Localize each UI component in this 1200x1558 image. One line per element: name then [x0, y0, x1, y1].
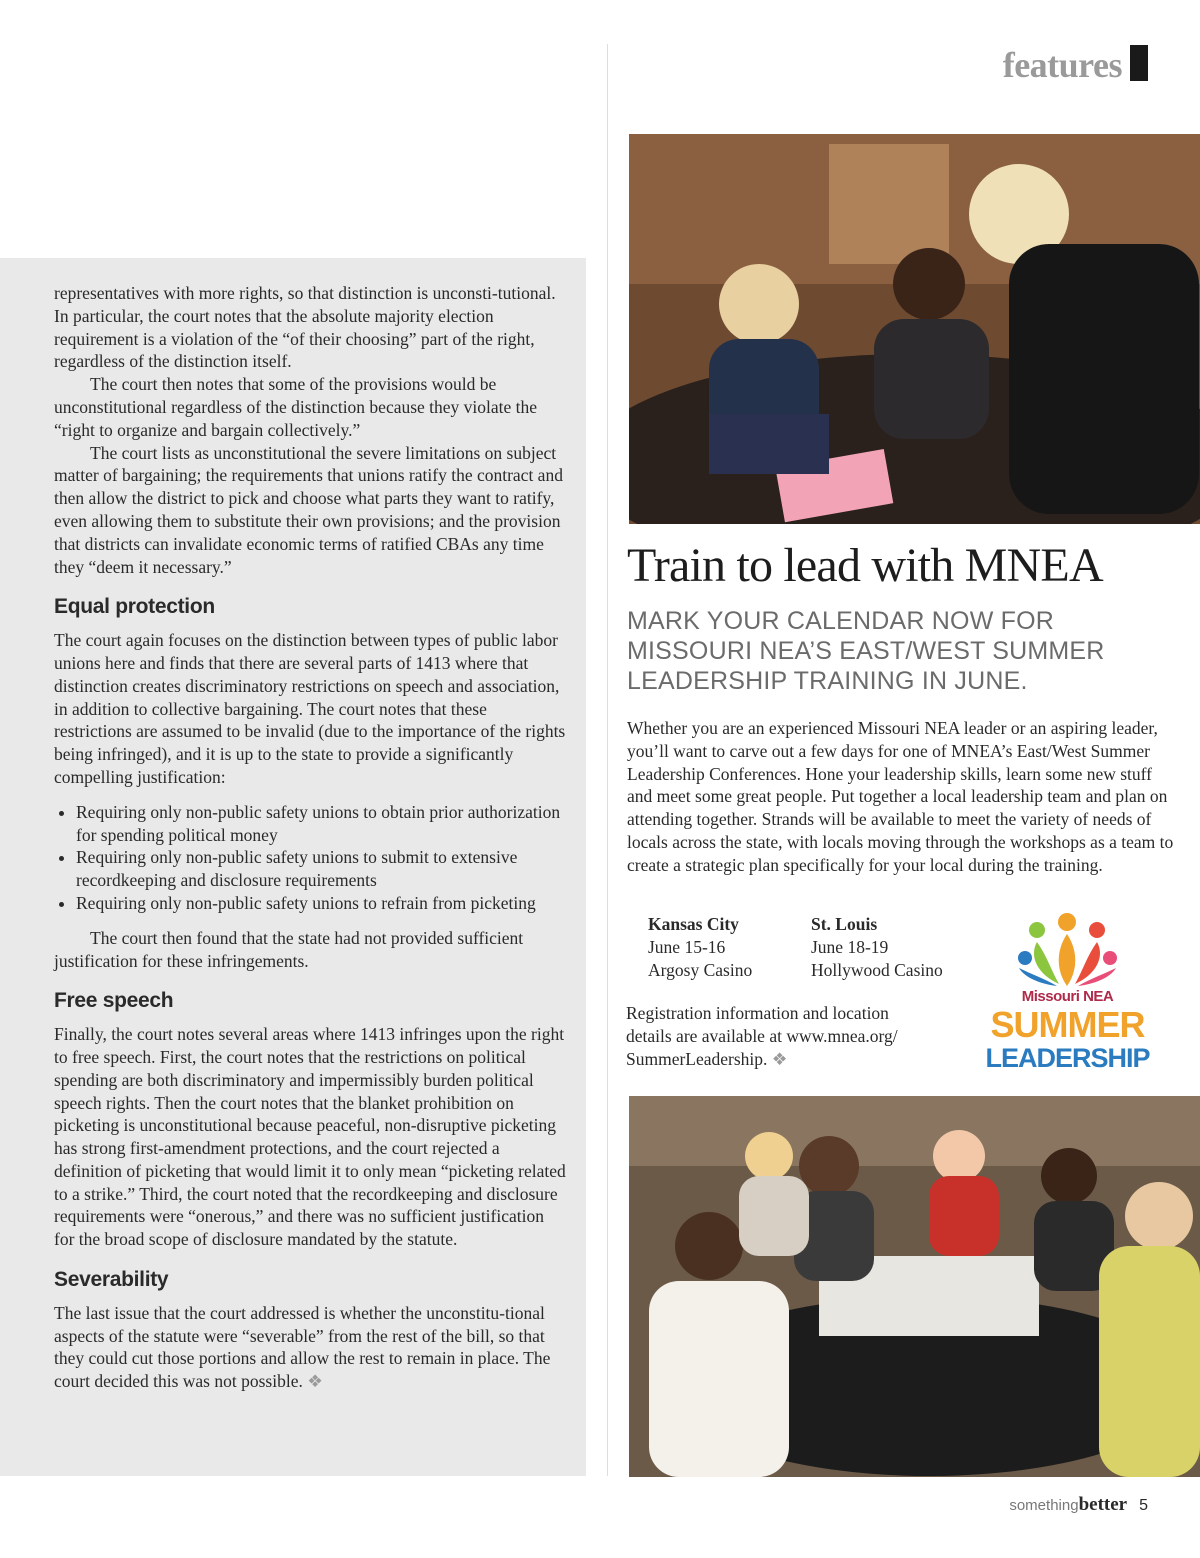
- magazine-name-part-b: better: [1078, 1494, 1128, 1515]
- paragraph: [54, 1302, 566, 1393]
- paragraph-text: The last issue that the court addressed is whether the unconstitu-tional aspects of the statute were “severable” from the rest of the bill, so that they could cut those portions and allow the rest to remain in place. The court decided this was not possible.: [54, 1302, 551, 1392]
- headline: Train to lead with MNEA: [627, 539, 1103, 592]
- list-item: • Requiring only non-public safety unions to submit to extensive recordkeeping and disclosure requirements: [76, 846, 566, 892]
- event-kansas-city: [648, 913, 752, 982]
- column-divider: [607, 44, 608, 1476]
- paragraph: The court then notes that some of the provisions would be unconstitutional regardless of the distinction because they violate the “right to organize and bargain collectively.”: [54, 374, 538, 440]
- logo-org: Missouri NEA: [1021, 988, 1114, 1005]
- paragraph: Finally, the court notes several areas where 1413 infringes upon the right to free speech. First, the court notes that the restrictions on political spending are both discriminatory and impermissibly burden political speech rights. Then the court notes that the blanket prohibition on picketing is unconstitutional because peaceful, non-disruptive picketing has strong first-amendment protections, and the court rejected a definition of picketing that would limit it to only mean “picketing related to a strike.” Third, the court noted that the recordkeeping and disclosure requirements were “onerous,” and there was no sufficient justification for the broad scope of disclosure mandated by the statute.: [54, 1024, 566, 1250]
- event-venue: Hollywood Casino: [811, 960, 943, 980]
- people-figures-logo-icon: [985, 912, 1150, 992]
- list-item: • Requiring only non-public safety unions to refrain from picketing: [76, 892, 566, 915]
- event-city: Kansas City: [648, 914, 739, 934]
- logo-word-leadership: LEADERSHIP: [985, 1043, 1150, 1073]
- end-mark-icon: ❖: [771, 1048, 788, 1069]
- list-item: • Requiring only non-public safety unions to obtain prior authorization for spending political money: [76, 801, 566, 847]
- event-st-louis: [811, 913, 943, 982]
- magazine-name-part-a: something: [1009, 1497, 1079, 1514]
- registration-info: [626, 1002, 936, 1070]
- article-continued: [54, 282, 566, 1393]
- paragraph: The court then found that the state had not provided sufficient justification for these infringements.: [54, 927, 524, 971]
- body-text: Whether you are an experienced Missouri NEA leader or an aspiring leader, you’ll want to carve out a few days for one of MNEA’s East/West Summer Leadership Conferences. Hone your leadership skills, learn some new stuff and meet some great people. Put together a local leadership team and plan on attending together. Strands will be available to meet the variety of needs of locals across the state, with locals moving through the workshops as a team to create a strategic plan specifically for your local during the training.: [627, 718, 1174, 875]
- end-mark-icon: ❖: [307, 1371, 323, 1392]
- section-marker: [1130, 45, 1148, 81]
- page-footer: [1009, 1494, 1148, 1516]
- logo-word-summer: SUMMER: [990, 1004, 1145, 1045]
- paragraph: The court lists as unconstitutional the severe limitations on subject matter of bargaining; the requirements that unions ratify the contract and then allow the district to pick and choose what parts they want to ratify, even allowing them to substitute their own provisions; and the provision that districts can invalidate economic terms of ratified CBAs any time they “deem it necessary.”: [54, 442, 563, 577]
- bullet-list: [54, 801, 566, 915]
- section-heading-free-speech: Free speech: [54, 989, 174, 1013]
- photo-workshop-group: [629, 1096, 1200, 1477]
- section-label: features: [1002, 45, 1122, 85]
- subhead: MARK YOUR CALENDAR NOW FOR MISSOURI NEA’S EAST/WEST SUMMER LEADERSHIP TRAINING IN JUNE.: [627, 607, 1105, 695]
- paragraph: The court again focuses on the distinction between types of public labor unions here and finds that there are several parts of 1413 where that distinction creates discriminatory restrictions on speech and association, in addition to collective bargaining. The court notes that these restrictions are assumed to be invalid (due to the importance of the rights being infringed), and it is up to the state to provide a significantly compelling justification:: [54, 630, 566, 787]
- event-dates: June 18-19: [811, 937, 889, 957]
- registration-text: Registration information and location details are available at www.mnea.org/ SummerLeadership.: [626, 1003, 898, 1069]
- event-dates: June 15-16: [648, 937, 726, 957]
- page-number: 5: [1139, 1497, 1148, 1514]
- paragraph: representatives with more rights, so that distinction is unconsti-tutional. In particular, the court notes that the absolute majority election requirement is a violation of the “of their choosing” part of the right, regardless of the distinction itself.: [54, 283, 556, 372]
- section-heading-equal-protection: Equal protection: [54, 595, 215, 619]
- event-venue: Argosy Casino: [648, 960, 753, 980]
- photo-conference-table: [629, 134, 1200, 524]
- summer-leadership-logo: [985, 912, 1150, 1074]
- section-heading-severability: Severability: [54, 1268, 169, 1292]
- event-city: St. Louis: [811, 914, 878, 934]
